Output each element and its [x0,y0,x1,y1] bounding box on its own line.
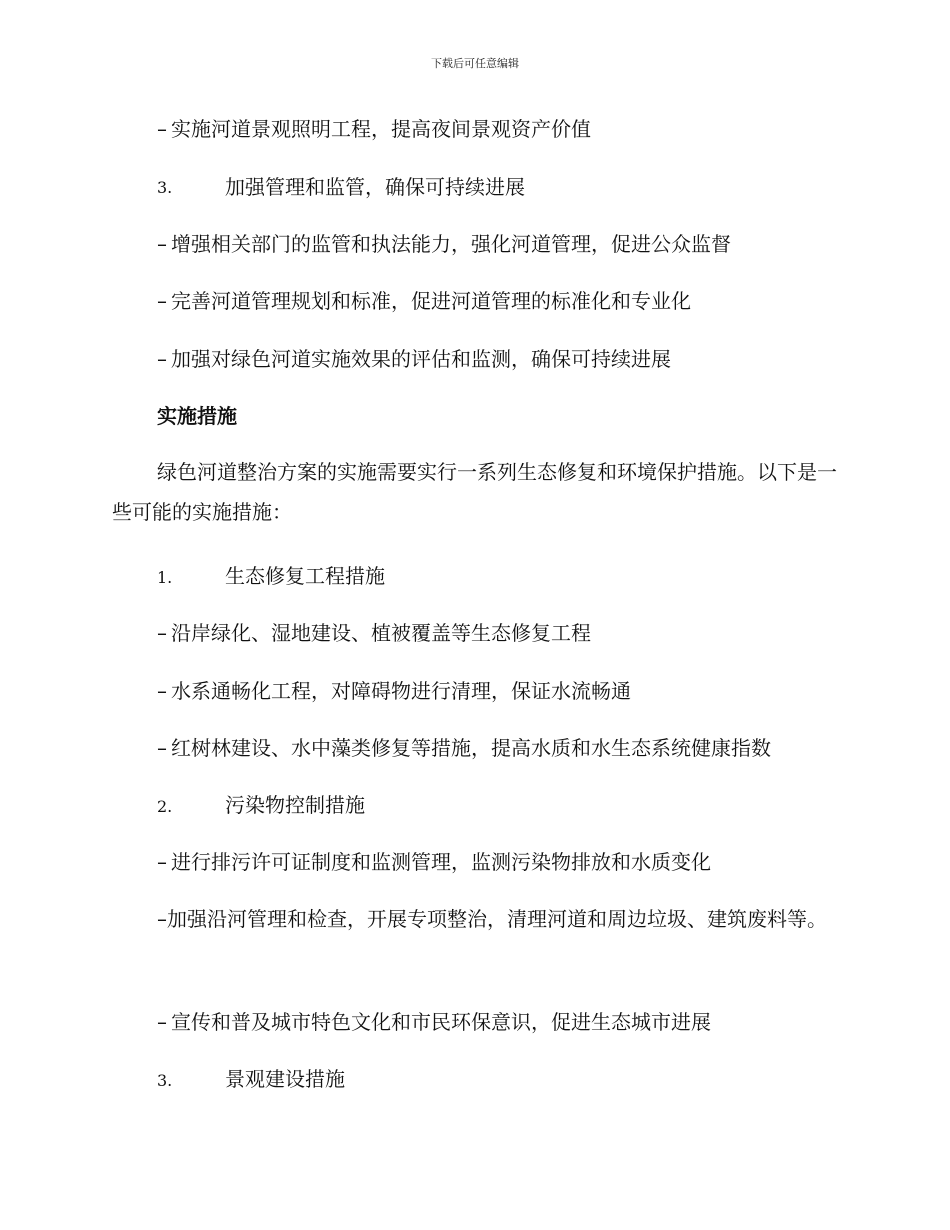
bullet-item [157,347,671,371]
bullet-text: 进行排污许可证制度和监测管理，监测污染物排放和水质变化 [171,850,711,874]
list-number: 1. [157,568,173,587]
bullet-item [157,679,631,703]
dash-marker: – [157,1010,167,1034]
dash-marker: – [157,850,167,874]
list-number: 3. [157,1071,173,1090]
list-item-title: 污染物控制措施 [225,793,365,817]
bullet-text: 实施河道景观照明工程，提高夜间景观资产价值 [171,117,591,141]
bullet-text: 加强沿河管理和检查，开展专项整治，清理河道和周边垃圾、建筑废料等。 [167,907,827,931]
intro-paragraph: 绿色河道整治方案的实施需要实行一系列生态修复和环境保护措施。以下是一些可能的实施措施： [112,460,837,524]
list-item-title: 加强管理和监管，确保可持续进展 [225,175,525,199]
list-number: 3. [157,178,173,197]
dash-marker: – [157,289,167,313]
page-header: 下载后可任意编辑 [431,57,519,70]
list-number: 2. [157,797,173,816]
bullet-item [157,232,731,256]
bullet-text: 增强相关部门的监管和执法能力，强化河道管理，促进公众监督 [171,232,731,256]
bullet-text: 完善河道管理规划和标准，促进河道管理的标准化和专业化 [171,289,691,313]
bullet-item [157,289,691,313]
dash-marker: – [157,621,167,645]
bullet-text: 加强对绿色河道实施效果的评估和监测，确保可持续进展 [171,347,671,371]
bullet-text: 沿岸绿化、湿地建设、植被覆盖等生态修复工程 [171,621,591,645]
bullet-text: 宣传和普及城市特色文化和市民环保意识，促进生态城市进展 [171,1010,711,1034]
dash-marker: – [157,117,167,141]
dash-marker: – [157,679,167,703]
bullet-item [157,850,711,874]
dash-marker: – [157,347,167,371]
dash-marker: – [157,907,167,931]
bullet-item [157,117,591,141]
list-item-title: 景观建设措施 [225,1067,345,1091]
bullet-text: 红树林建设、水中藻类修复等措施，提高水质和水生态系统健康指数 [171,736,771,760]
bullet-item [157,736,771,760]
list-item-title: 生态修复工程措施 [225,564,385,588]
section-heading: 实施措施 [157,404,237,428]
dash-marker: – [157,232,167,256]
bullet-text: 水系通畅化工程，对障碍物进行清理，保证水流畅通 [171,679,631,703]
bullet-item [157,621,591,645]
dash-marker: – [157,736,167,760]
bullet-item-wrapped [112,897,838,942]
bullet-item [157,1010,711,1034]
